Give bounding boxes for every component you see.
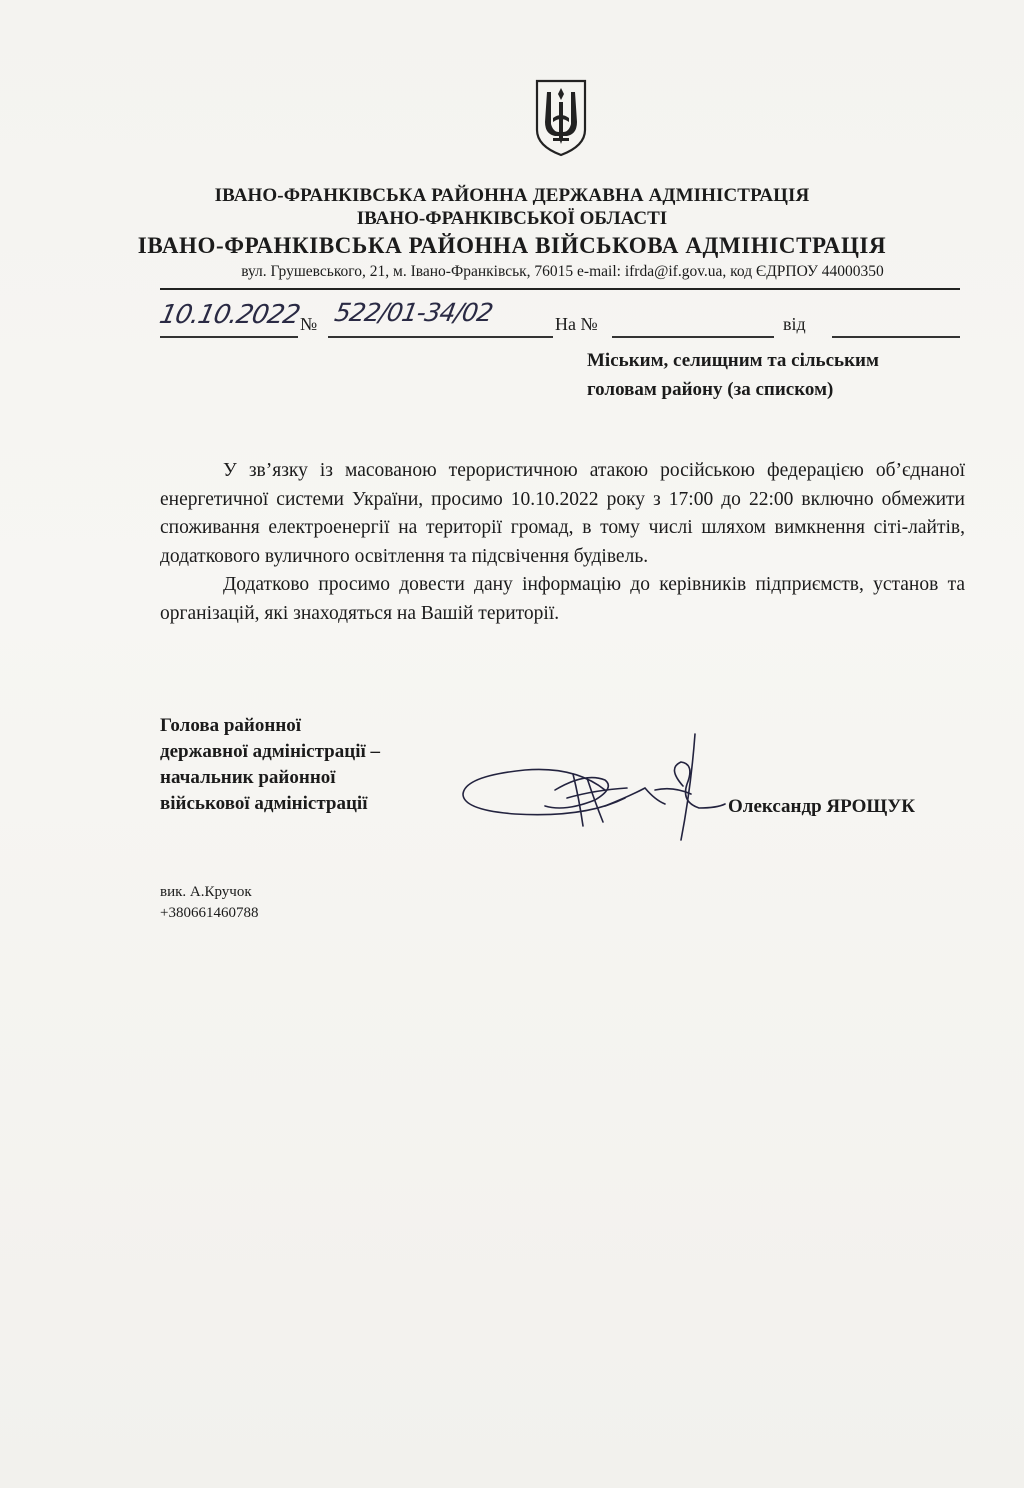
registration-line <box>156 298 960 340</box>
from-label: від <box>783 314 806 334</box>
header-address: вул. Грушевського, 21, м. Івано-Франківськ, 76015 e-mail: ifrda@if.gov.ua, код ЄДРПОУ 44000350 <box>241 263 884 280</box>
coat-of-arms-icon <box>533 78 589 158</box>
handwritten-number: 522/01-34/02 <box>332 298 495 327</box>
body-paragraph-1: У зв’язку із масованою терористичною атакою російською федерацією об’єднаної енергетичної системи України, просимо 10.10.2022 року з 17:00 до 22:00 включно обмежити споживання електроенергії на території громад, в тому числі шляхом вимкнення сіті-лайтів, додаткового вуличного освітлення та підсвічення будівель. <box>160 460 965 567</box>
body-paragraph-2: Додатково просимо довести дану інформацію до керівників підприємств, установ та організацій, які знаходяться на Вашій території. <box>160 574 965 624</box>
signer-title-line-1: Голова районної <box>160 715 302 736</box>
addressee-line-1: Міським, селищним та сільським <box>587 350 879 371</box>
date-underline <box>160 336 298 338</box>
header-divider <box>160 288 960 290</box>
signer-title-line-3: начальник районної <box>160 767 336 788</box>
executor-phone: +380661460788 <box>160 905 259 921</box>
reply-number-underline <box>612 336 774 338</box>
executor-name: вик. А.Кручок <box>160 884 252 900</box>
addressee-block <box>587 346 967 404</box>
signer-title-line-4: військової адміністрації <box>160 793 368 814</box>
letter-body <box>160 457 965 628</box>
header-line-3: ІВАНО-ФРАНКІВСЬКА РАЙОННА ВІЙСЬКОВА АДМІНІСТРАЦІЯ <box>137 233 887 258</box>
signer-title <box>160 713 460 817</box>
reply-date-underline <box>832 336 960 338</box>
header-line-2: ІВАНО-ФРАНКІВСЬКОЇ ОБЛАСТІ <box>356 208 668 229</box>
handwritten-date: 10.10.2022 <box>156 300 303 330</box>
reply-label: На № <box>555 314 598 334</box>
header-line-1: ІВАНО-ФРАНКІВСЬКА РАЙОННА ДЕРЖАВНА АДМІНІСТРАЦІЯ <box>214 185 810 206</box>
number-underline <box>328 336 553 338</box>
addressee-line-2: головам району (за списком) <box>587 379 834 400</box>
number-label: № <box>300 314 318 334</box>
signer-title-line-2: державної адміністрації – <box>160 741 381 762</box>
signer-name: Олександр ЯРОЩУК <box>728 796 915 817</box>
handwritten-signature <box>455 728 745 843</box>
executor-block <box>160 882 258 924</box>
